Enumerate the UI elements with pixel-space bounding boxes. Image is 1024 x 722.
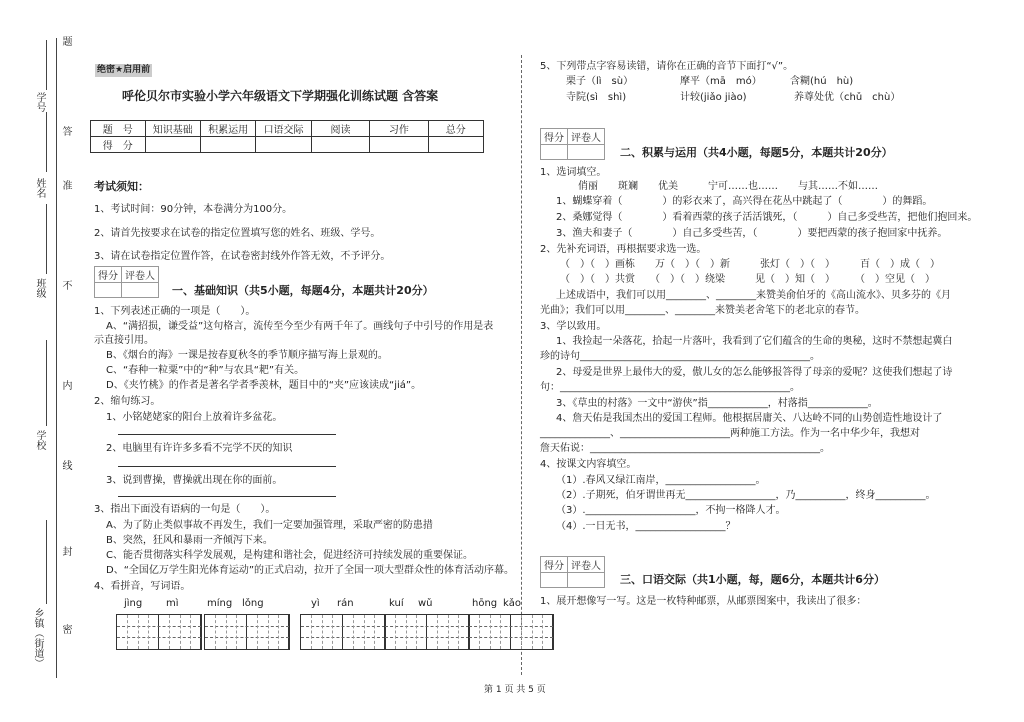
pinyin: jìng	[124, 598, 143, 609]
q1-option: C、“春种一粒粟”中的“种”与农具“耙”有关。	[106, 365, 305, 376]
q5-option: 养尊处优（chǔ chù）	[794, 92, 901, 103]
page-footer: 第 1 页 共 5 页	[484, 685, 546, 695]
q3-option: D、“全国亿万学生阳光体育运动”的正式启动，拉开了全国一项大型群众性的体育活动序幕。	[106, 565, 515, 576]
pinyin: míng	[207, 598, 233, 609]
grid-guide	[236, 615, 237, 649]
grid-guide	[479, 615, 480, 649]
grid-guide	[311, 615, 312, 649]
margin-label-name: 姓名	[34, 178, 45, 198]
s2-q4-item: （4）.一日无书，__________________？	[556, 521, 736, 532]
fill-line	[46, 112, 47, 172]
grid-guide	[448, 615, 449, 649]
q2-item: 2、电脑里有许许多多看不完学不厌的知识	[106, 443, 293, 454]
column-divider	[521, 55, 522, 675]
answer-line[interactable]	[118, 496, 336, 497]
q1-option: D、《夹竹桃》的作者是著名学者季羡林，题目中的“夹”应该读成“jiá”。	[106, 380, 422, 391]
grid-guide	[226, 615, 227, 649]
score-cell[interactable]	[200, 137, 255, 153]
q2-item: 1、小铭姥姥家的阳台上放着许多盆花。	[106, 412, 283, 423]
margin-label: 答	[60, 126, 71, 136]
grid-guide	[257, 615, 258, 649]
margin-label-school: 学校	[34, 430, 45, 450]
grid-guide	[469, 626, 553, 627]
writing-grid[interactable]	[468, 614, 554, 650]
section2-heading: 二、积累与运用（共4小题，每题5分，本题共计20分）	[620, 146, 893, 159]
q5-option: 栗子（lì sù）	[566, 76, 634, 87]
idiom-row: （ ）（ ）画栋 万（ ）（ ）新 张灯（ ）（ ） 百（ ）成（ ）	[560, 259, 940, 270]
grid-guide	[190, 615, 191, 649]
s2-q3-item: 2、母爱是世界上最伟大的爱，傲儿女的怎么能够报答得了母亲的爱呢？这使我们想起了诗	[556, 367, 953, 378]
fill-line	[46, 204, 47, 274]
answer-line[interactable]	[118, 466, 336, 467]
grid-guide	[301, 626, 385, 627]
score-cell[interactable]	[145, 137, 200, 153]
q1-stem: 1、下列表述正确的一项是（ ）。	[94, 306, 256, 317]
notice-item: 3、请在试卷指定位置作答，在试卷密封线外作答无效，不予评分。	[94, 251, 391, 262]
s2-q3-item: 1、我捡起一朵落花，拾起一片落叶，我看到了它们蕴含的生命的奥秘，这时不禁想起冀白	[556, 336, 953, 347]
grader-cell[interactable]	[568, 573, 605, 588]
grid-guide	[406, 615, 407, 649]
grid-guide	[458, 615, 459, 649]
score-header: 题 号	[91, 121, 146, 137]
score-cell[interactable]	[256, 137, 311, 153]
pinyin: mì	[166, 598, 179, 609]
score-header: 知识基础	[145, 121, 200, 137]
s2-q1-stem: 1、选词填空。	[540, 167, 607, 178]
grid-guide	[374, 615, 375, 649]
q5-option: 摩平（mā mó）	[680, 76, 762, 87]
scorer-cell[interactable]	[95, 283, 122, 298]
writing-grid[interactable]	[384, 614, 470, 650]
margin-label: 内	[60, 380, 71, 390]
pinyin: wǔ	[418, 598, 433, 609]
grid-guide	[268, 615, 269, 649]
s2-q3-item: 詹天佑说：______________________________________________。	[540, 443, 830, 454]
pinyin: hōng	[472, 598, 498, 609]
s2-q4-item: （3）.______________________，不拘一格降人才。	[556, 505, 786, 516]
pinyin: lǒng	[242, 598, 264, 609]
scorer-box	[540, 128, 605, 160]
notice-item: 1、考试时间：90分钟，本卷满分为100分。	[94, 204, 293, 215]
grid-guide	[117, 626, 201, 627]
grader-label: 评卷人	[568, 557, 605, 573]
writing-grid[interactable]	[300, 614, 386, 650]
scorer-label: 得分	[541, 129, 568, 145]
writing-grid[interactable]	[204, 614, 290, 650]
word-bank: 俏丽 斑斓 优美 宁可……也…… 与其……不如……	[578, 181, 878, 192]
grid-guide	[364, 615, 365, 649]
scorer-box	[94, 266, 159, 298]
s2-q3-item: 3、《草虫的村落》一文中“游侠”指____________，村落指____________。	[556, 398, 878, 409]
grid-guide	[180, 615, 181, 649]
margin-label: 题	[60, 36, 71, 46]
grid-guide	[169, 615, 170, 649]
score-row-label: 得 分	[91, 137, 146, 153]
grid-guide	[301, 637, 385, 638]
s3-q1-stem: 1、展开想像写一写。这是一枚特种邮票，从邮票图案中，我读出了很多：	[540, 596, 867, 607]
s2-q3-item: ______________、______________________两种施工方法。作为一名中华少年，我想对	[540, 428, 920, 439]
score-header: 口语交际	[256, 121, 311, 137]
fill-line	[46, 40, 47, 90]
q5-stem: 5、下列带点字容易读错，请你在正确的音节下面打“√”。	[540, 61, 794, 72]
grader-label: 评卷人	[568, 129, 605, 145]
s2-q4-item: （2）.子期死，伯牙谓世再无__________________，乃__________，终身__________。	[556, 490, 936, 501]
grid-guide	[215, 615, 216, 649]
q1-option: B、《烟台的海》一课是按春夏秋冬的季节顺序描写海上景观的。	[106, 350, 388, 361]
s2-q4-stem: 4、按课文内容填空。	[540, 459, 637, 470]
s2-q4-item: （1）.春风又绿江南岸，__________________。	[556, 475, 766, 486]
grid-guide	[469, 637, 553, 638]
scorer-box	[540, 556, 605, 588]
grader-label: 评卷人	[122, 267, 159, 283]
q3-option: B、突然，狂风和暴雨一齐倾泻下来。	[106, 535, 273, 546]
scorer-label: 得分	[541, 557, 568, 573]
page-title: 呼伦贝尔市实验小学六年级语文下学期强化训练试题 含答案	[122, 89, 439, 103]
q5-option: 含糊(hú hù)	[790, 76, 854, 87]
s2-q1-item: 1、蝴蝶穿着（ ）的彩衣来了，高兴得在花丛中跳起了（ ）的舞蹈。	[556, 196, 933, 207]
grid-guide	[205, 626, 289, 627]
fill-line	[46, 520, 47, 604]
score-header: 积累运用	[200, 121, 255, 137]
score-cell[interactable]	[370, 137, 428, 153]
grid-guide	[205, 637, 289, 638]
grid-guide	[117, 637, 201, 638]
s2-q2-stem: 2、先补充词语，再根据要求选一选。	[540, 244, 707, 255]
s2-q2-text: 上述成语中，我们可以用________、________来赞美俞伯牙的《高山流水》、贝多芬的《月	[556, 290, 951, 301]
q2-stem: 2、缩句练习。	[94, 396, 161, 407]
grid-guide	[385, 626, 469, 627]
grid-guide	[278, 615, 279, 649]
score-header: 总分	[428, 121, 483, 137]
q3-option: A、为了防止类似事故不再发生，我们一定要加强管理，采取严密的防患措	[106, 520, 433, 531]
grader-cell[interactable]	[122, 283, 159, 298]
margin-label-student-id: 学号	[34, 92, 45, 112]
grid-guide	[521, 615, 522, 649]
notice-heading: 考试须知：	[94, 180, 149, 193]
scorer-label: 得分	[95, 267, 122, 283]
pinyin: rán	[337, 598, 354, 609]
score-header: 阅读	[311, 121, 369, 137]
score-header: 习作	[370, 121, 428, 137]
grid-guide	[416, 615, 417, 649]
scorer-cell[interactable]	[541, 573, 568, 588]
writing-grid[interactable]	[116, 614, 202, 650]
grid-guide	[500, 615, 501, 649]
score-cell[interactable]	[428, 137, 483, 153]
q5-option: 计较(jiǎo jiào)	[680, 92, 747, 103]
q2-item: 3、说到曹操，曹操就出现在你的面前。	[106, 475, 283, 486]
q3-option: C、能否贯彻落实科学发展观，是构建和谐社会，促进经济可持续发展的重要保证。	[106, 550, 473, 561]
grid-guide	[127, 615, 128, 649]
s2-q3-item: 4、詹天佑是我国杰出的爱国工程师。他根据居庸关、八达岭不同的山势创造性地设计了	[556, 413, 943, 424]
grid-guide	[148, 615, 149, 649]
confidential-stamp: 绝密★启用前	[97, 65, 151, 75]
grid-guide	[542, 615, 543, 649]
s2-q1-item: 3、渔夫和妻子（ ）自己多受些苦，（ ）要把西蒙的孩子抱回家中抚养。	[556, 228, 948, 239]
notice-item: 2、请首先按要求在试卷的指定位置填写您的姓名、班级、学号。	[94, 228, 381, 239]
margin-label: 封	[60, 546, 71, 556]
grid-guide	[385, 637, 469, 638]
section1-heading: 一、基础知识（共5小题，每题4分，本题共计20分）	[172, 284, 434, 297]
s2-q1-item: 2、桑娜觉得（ ）看着西蒙的孩子活活饿死，（ ）自己多受些苦，把他们抱回来。	[556, 212, 978, 223]
grader-cell[interactable]	[568, 145, 605, 160]
grid-guide	[322, 615, 323, 649]
q4-stem: 4、看拼音，写词语。	[94, 581, 191, 592]
score-cell[interactable]	[311, 137, 369, 153]
score-table	[90, 120, 484, 153]
s2-q3-item: 珍的诗句______________________________________________。	[540, 351, 820, 362]
q3-stem: 3、指出下面没有语病的一句是（ ）。	[94, 504, 276, 515]
pinyin: kuí	[389, 598, 404, 609]
s2-q2-text: 光曲》；我们可以用________、________来赞美老舍笔下的老北京的春节。	[540, 305, 865, 316]
idiom-row: （ ）（ ）共赏 （ ）（ ）绕梁 见（ ）知（ ） （ ）空见（ ）	[560, 274, 935, 285]
answer-line[interactable]	[118, 434, 336, 435]
grid-guide	[437, 615, 438, 649]
q1-option: A、“满招损，谦受益”这句格言，流传至今至少有两千年了。画线句子中引号的作用是表	[106, 321, 494, 332]
margin-label: 准	[60, 180, 71, 190]
q5-option: 寺院(sì shì)	[566, 92, 627, 103]
section3-heading: 三、口语交际（共1小题，每，题6分，本题共计6分）	[620, 573, 885, 586]
margin-label: 不	[60, 280, 71, 290]
margin-label: 密	[60, 624, 71, 634]
scorer-cell[interactable]	[541, 145, 568, 160]
pinyin: yì	[311, 598, 320, 609]
s2-q3-stem: 3、学以致用。	[540, 321, 607, 332]
grid-guide	[138, 615, 139, 649]
fill-line	[46, 340, 47, 426]
grid-guide	[332, 615, 333, 649]
s2-q3-item: 句：______________________________________________。	[540, 382, 800, 393]
margin-label-town: 乡镇（街道）	[32, 608, 43, 668]
grid-guide	[532, 615, 533, 649]
grid-guide	[490, 615, 491, 649]
grid-guide	[395, 615, 396, 649]
margin-label: 线	[60, 460, 71, 470]
q1-option: 示直接引用。	[94, 335, 154, 346]
margin-label-class: 班级	[34, 278, 45, 298]
grid-guide	[353, 615, 354, 649]
pinyin: kǎo	[503, 598, 522, 609]
binding-line	[56, 38, 57, 678]
